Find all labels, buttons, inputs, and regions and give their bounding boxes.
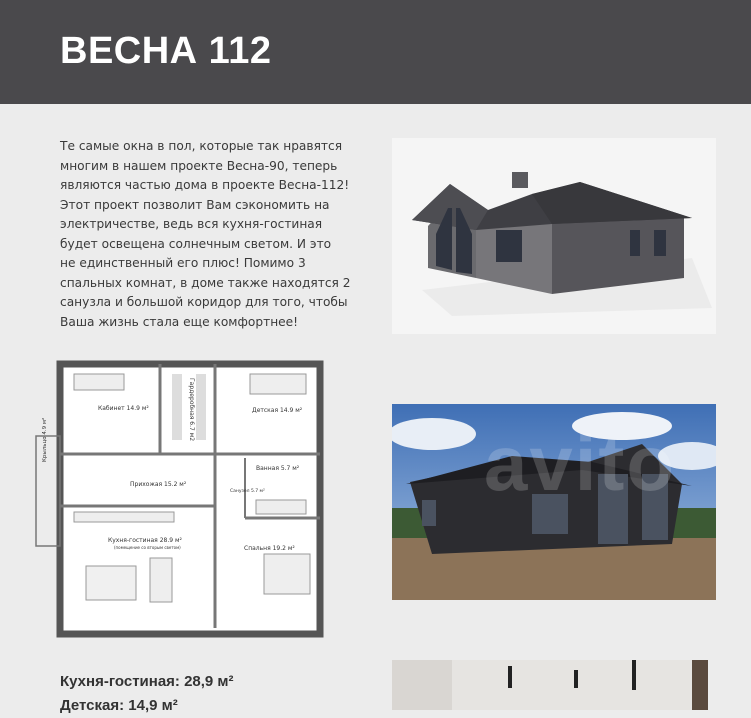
page-title: ВЕСНА 112 bbox=[60, 30, 272, 72]
spec-kitchen: Кухня-гостиная: 28,9 м² bbox=[60, 673, 234, 690]
house-photo-image bbox=[392, 404, 716, 600]
room-label-kryltso: Крыльцо 4.9 м² bbox=[42, 417, 48, 462]
intro-line: электричестве, ведь вся кухня-гостиная bbox=[60, 217, 323, 231]
room-specs bbox=[60, 670, 234, 718]
intro-line: Этот проект позволит Вам сэкономить на bbox=[60, 197, 330, 212]
room-label-detskaya: Детская 14.9 м² bbox=[252, 407, 303, 414]
room-label-gardrob: Гардеробная 6.7 м2 bbox=[188, 378, 195, 442]
house-render-image bbox=[392, 138, 716, 334]
room-label-kuhnya: Кухня-гостиная 28.9 м² bbox=[108, 537, 182, 544]
room-label-sanuzel: Санузел 5.7 м² bbox=[230, 489, 265, 494]
intro-line: являются частью дома в проекте Весна-112! bbox=[60, 178, 350, 192]
interior-photo-image bbox=[392, 660, 708, 710]
intro-line: многим в нашем проекте Весна-90, теперь bbox=[60, 158, 338, 173]
intro-line: Те самые окна в пол, которые так нравятся bbox=[60, 139, 343, 153]
room-label-cabinet: Кабинет 14.9 м² bbox=[98, 405, 149, 412]
interior-photo-illustration bbox=[392, 660, 708, 710]
intro-line: санузла и большой коридор для того, чтобы bbox=[60, 295, 348, 309]
intro-line: не единственный его плюс! Помимо 3 bbox=[60, 256, 306, 270]
room-label-prihozhaya: Прихожая 15.2 м² bbox=[130, 481, 187, 488]
floor-plan-drawing bbox=[30, 358, 330, 638]
project-description bbox=[60, 137, 380, 332]
room-label-spalnya: Спальня 19.2 м² bbox=[244, 545, 295, 552]
watermark-text: avito bbox=[484, 419, 677, 507]
floor-plan bbox=[30, 358, 330, 638]
intro-line: будет освещена солнечным светом. И это bbox=[60, 236, 332, 251]
spec-kids-room: Детская: 14,9 м² bbox=[60, 697, 178, 714]
room-label-kuhnya-note: (помещение со вторым светом) bbox=[114, 545, 181, 550]
intro-line: спальных комнат, в доме также находятся 2 bbox=[60, 275, 351, 290]
page-header bbox=[0, 0, 751, 104]
house-render-illustration bbox=[392, 138, 716, 334]
intro-line: Ваша жизнь стала еще комфортнее! bbox=[60, 314, 299, 329]
room-label-vannaya: Ванная 5.7 м² bbox=[256, 465, 300, 472]
